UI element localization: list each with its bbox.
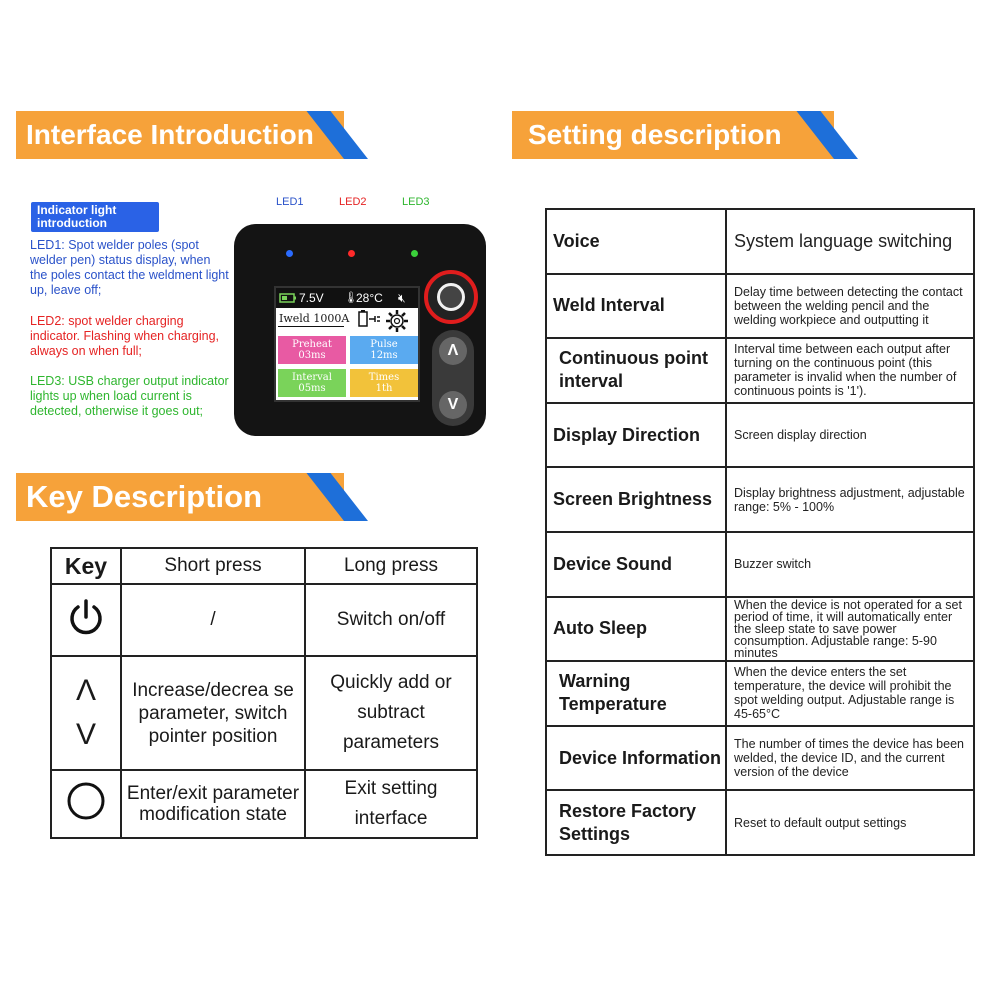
setting-desc: Display brightness adjustment, adjustable range: 5% - 100% bbox=[726, 467, 974, 532]
setting-name: Continuous point interval bbox=[546, 338, 726, 403]
long-press-header: Long press bbox=[305, 548, 477, 584]
up-icon: Λ bbox=[75, 674, 97, 707]
interval-tile bbox=[278, 369, 346, 397]
circle-icon bbox=[437, 283, 465, 311]
key-header: Key bbox=[51, 548, 121, 584]
key-table bbox=[50, 547, 478, 839]
table-row bbox=[546, 403, 974, 468]
setting-desc: System language switching bbox=[726, 209, 974, 274]
long-press-cell: Switch on/off bbox=[305, 584, 477, 656]
preheat-tile bbox=[278, 336, 346, 364]
interface-title: Interface Introduction bbox=[16, 111, 344, 159]
led1-light bbox=[286, 250, 293, 257]
short-press-cell: Increase/decrea se parameter, switch pointer position bbox=[121, 656, 305, 770]
tile-label: Times bbox=[368, 372, 400, 383]
setting-desc: When the device enters the set temperature, the device will prohibit the spot welding output. Adjustable range is 45-65°C bbox=[726, 661, 974, 726]
tile-value: 12ms bbox=[370, 350, 398, 361]
setting-desc: Buzzer switch bbox=[726, 532, 974, 597]
pulse-tile bbox=[350, 336, 418, 364]
setting-desc: Delay time between detecting the contact between the welding pencil and the welding workpiece and outputting it bbox=[726, 274, 974, 339]
key-cell bbox=[51, 770, 121, 838]
setting-desc: Interval time between each output after turning on the continuous point (this parameter is invalid when the number of continuous points is '1'). bbox=[726, 338, 974, 403]
table-row bbox=[51, 584, 477, 656]
times-tile bbox=[350, 369, 418, 397]
table-row bbox=[546, 467, 974, 532]
table-row bbox=[51, 656, 477, 770]
tile-label: Interval bbox=[292, 372, 332, 383]
table-row bbox=[546, 726, 974, 791]
table-row bbox=[51, 770, 477, 838]
key-banner bbox=[16, 473, 368, 521]
long-press-cell: Quickly add or subtract parameters bbox=[305, 656, 477, 770]
setting-title: Setting description bbox=[512, 111, 834, 159]
table-row bbox=[546, 597, 974, 662]
led1-description: LED1: Spot welder poles (spot welder pen) status display, when the poles contact the weldment light up, leave off; bbox=[30, 238, 229, 297]
battery-icon bbox=[279, 288, 299, 314]
setting-banner bbox=[512, 111, 862, 159]
setting-desc: Reset to default output settings bbox=[726, 790, 974, 855]
setting-name: Display Direction bbox=[546, 403, 726, 468]
led3-label: LED3 bbox=[402, 196, 430, 208]
table-row bbox=[546, 338, 974, 403]
weld-current: Iweld 1000A bbox=[279, 312, 350, 325]
short-press-header: Short press bbox=[121, 548, 305, 584]
tile-value: 05ms bbox=[298, 383, 326, 394]
up-button[interactable]: Λ bbox=[439, 337, 467, 365]
setting-desc: When the device is not operated for a set period of time, it will automatically enter the sleep state to save power consumption. Adjustable range: 5-90 minutes bbox=[726, 597, 974, 662]
setting-name: Screen Brightness bbox=[546, 467, 726, 532]
led3-light bbox=[411, 250, 418, 257]
led1-label: LED1 bbox=[276, 196, 304, 208]
table-row bbox=[546, 790, 974, 855]
voltage-readout: 7.5V bbox=[299, 291, 324, 305]
led2-label: LED2 bbox=[339, 196, 367, 208]
key-title: Key Description bbox=[16, 473, 344, 521]
settings-table bbox=[545, 208, 975, 856]
tile-label: Pulse bbox=[370, 339, 398, 350]
tile-value: 1th bbox=[375, 383, 393, 394]
key-cell bbox=[51, 584, 121, 656]
up-down-button-group bbox=[432, 330, 474, 426]
short-press-cell: / bbox=[121, 584, 305, 656]
down-button[interactable]: V bbox=[439, 391, 467, 419]
setting-name: Warning Temperature bbox=[546, 661, 726, 726]
long-press-cell: Exit setting interface bbox=[305, 770, 477, 838]
setting-name: Device Information bbox=[546, 726, 726, 791]
tile-value: 03ms bbox=[298, 350, 326, 361]
led3-description: LED3: USB charger output indicator lights up when load current is detected, otherwise it goes out; bbox=[30, 374, 229, 418]
table-row bbox=[546, 274, 974, 339]
interface-banner bbox=[16, 111, 368, 159]
setting-name: Auto Sleep bbox=[546, 597, 726, 662]
down-icon: V bbox=[75, 718, 96, 751]
screen-status-bar bbox=[276, 288, 418, 308]
table-row bbox=[546, 532, 974, 597]
gear-icon bbox=[384, 308, 410, 339]
setting-name: Device Sound bbox=[546, 532, 726, 597]
divider bbox=[278, 326, 344, 327]
table-row bbox=[546, 209, 974, 274]
charging-icon bbox=[356, 308, 382, 335]
short-press-cell: Enter/exit parameter modification state bbox=[121, 770, 305, 838]
table-row bbox=[546, 661, 974, 726]
led2-description: LED2: spot welder charging indicator. Flashing when charging, always on when full; bbox=[30, 314, 220, 358]
setting-desc: The number of times the device has been welded, the device ID, and the current version of the device bbox=[726, 726, 974, 791]
thermometer-icon: 🌡 bbox=[344, 292, 358, 304]
key-cell bbox=[51, 656, 121, 770]
led2-light bbox=[348, 250, 355, 257]
tile-label: Preheat bbox=[292, 339, 332, 350]
setting-name: Voice bbox=[546, 209, 726, 274]
device-screen bbox=[274, 286, 420, 402]
setting-name: Restore Factory Settings bbox=[546, 790, 726, 855]
setting-name: Weld Interval bbox=[546, 274, 726, 339]
circle-icon bbox=[66, 805, 106, 826]
temperature-readout: 28°C bbox=[356, 291, 383, 305]
confirm-knob-button[interactable] bbox=[424, 270, 478, 324]
setting-desc: Screen display direction bbox=[726, 403, 974, 468]
power-icon bbox=[66, 597, 106, 643]
mute-icon: 🔇︎ bbox=[398, 291, 406, 305]
indicator-tag: Indicator light introduction bbox=[31, 202, 159, 232]
